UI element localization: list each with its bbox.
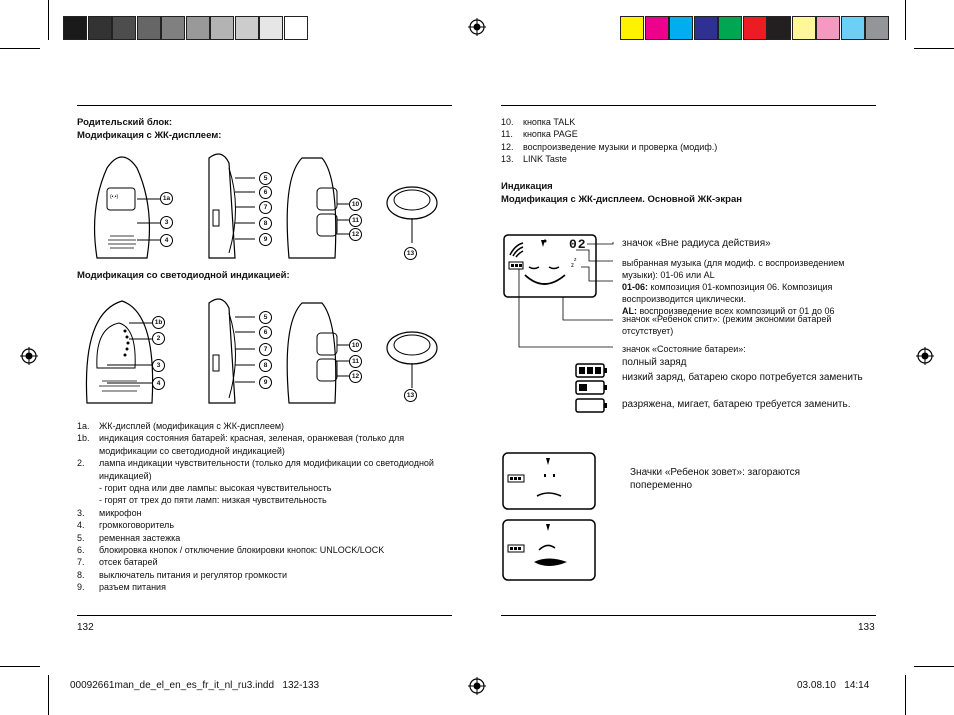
- crop-mark: [0, 48, 40, 49]
- list-item-text: LINK Taste: [523, 154, 567, 165]
- list-item-number: 2.: [77, 458, 85, 469]
- list-item: [501, 153, 876, 165]
- callout-1b: 1b: [152, 316, 165, 329]
- process-swatch: [865, 16, 889, 40]
- list-item-text: кнопка TALK: [523, 117, 576, 127]
- process-swatch: [718, 16, 742, 40]
- list-item-text: индикация состояния батарей: красная, зеленая, оранжевая (только для модификации со светодиодной индикацией): [99, 433, 405, 456]
- grayscale-swatch: [235, 16, 259, 40]
- callout-4: 4: [160, 234, 173, 247]
- crop-mark: [914, 666, 954, 667]
- heading-indication: Индикация: [501, 181, 553, 192]
- grayscale-swatch: [210, 16, 234, 40]
- list-item-text: ЖК-дисплей (модификация с ЖК-дисплеем): [99, 421, 285, 431]
- list-item: [77, 507, 452, 519]
- process-swatch: [645, 16, 669, 40]
- list-item-text: лампа индикации чувствительности (только для модификации со светодиодной индикацией): [99, 458, 434, 481]
- registration-mark-icon: [916, 347, 934, 365]
- footer-rule: [77, 615, 452, 616]
- list-item: [77, 569, 452, 581]
- list-item-number: 6.: [77, 545, 85, 556]
- parts-list-continued: [501, 116, 876, 166]
- callout-7: 7: [259, 201, 272, 214]
- crop-mark: [48, 675, 49, 715]
- callout-12: 12: [349, 228, 362, 241]
- page-number-right: 133: [858, 622, 875, 633]
- annotation-music: [622, 257, 872, 317]
- callout-6: 6: [259, 186, 272, 199]
- grayscale-swatch: [137, 16, 161, 40]
- grayscale-swatch: [161, 16, 185, 40]
- heading-parent-unit: Родительский блок:: [77, 117, 173, 128]
- process-swatch: [743, 16, 767, 40]
- header-rule: [501, 105, 876, 106]
- parts-list: [77, 420, 452, 594]
- grayscale-swatch: [88, 16, 112, 40]
- list-item-number: 7.: [77, 557, 85, 568]
- registration-mark-icon: [468, 677, 486, 695]
- list-item-text: отсек батарей: [99, 557, 158, 568]
- grayscale-swatch: [259, 16, 283, 40]
- callout-5: 5: [259, 311, 272, 324]
- registration-mark-icon: [468, 18, 486, 36]
- heading-led-model: Модификация со светодиодной индикацией:: [77, 270, 290, 281]
- crop-mark: [905, 0, 906, 40]
- list-item-text: выключатель питания и регулятор громкости: [99, 569, 288, 580]
- callout-2: 2: [152, 332, 165, 345]
- process-swatch: [841, 16, 865, 40]
- annotation-music-text: выбранная музыка (для модиф. с воспроизведением музыки): 01-06 или AL: [622, 258, 845, 280]
- callout-11: 11: [349, 214, 362, 227]
- callout-11: 11: [349, 355, 362, 368]
- list-item: [77, 581, 452, 593]
- process-swatch: [694, 16, 718, 40]
- grayscale-swatch: [186, 16, 210, 40]
- annotation-baby-calling: Значки «Ребенок зовет»: загораются попеременно: [630, 467, 801, 491]
- footer-rule: [501, 615, 876, 616]
- list-item-number: 3.: [77, 507, 85, 518]
- callout-10: 10: [349, 339, 362, 352]
- crop-mark: [0, 666, 40, 667]
- callout-10: 10: [349, 198, 362, 211]
- heading-lcd-model: Модификация с ЖК-дисплеем:: [77, 130, 222, 141]
- file-slug: 00092661man_de_el_en_es_fr_it_nl_ru3.indd 132-133: [70, 680, 320, 691]
- callout-7: 7: [259, 343, 272, 356]
- crop-mark: [48, 0, 49, 40]
- label-01-06: 01-06:: [622, 282, 649, 292]
- list-item-text: ременная застежка: [99, 532, 181, 543]
- list-item-text: кнопка PAGE: [523, 129, 578, 140]
- annotation-out-of-range: значок «Вне радиуса действия»: [622, 238, 771, 249]
- heading-lcd-main: Модификация с ЖК-дисплеем. Основной ЖК-экран: [501, 194, 742, 205]
- list-item-text: громкоговоритель: [99, 520, 175, 531]
- callout-5: 5: [259, 172, 272, 185]
- list-item: [77, 532, 452, 544]
- callout-13: 13: [404, 247, 417, 260]
- crop-mark: [914, 48, 954, 49]
- callout-8: 8: [259, 217, 272, 230]
- list-item-text: микрофон: [99, 507, 142, 518]
- process-swatch: [669, 16, 693, 40]
- callout-9: 9: [259, 233, 272, 246]
- list-item: [77, 432, 452, 457]
- list-item: [77, 420, 452, 432]
- header-rule: [77, 105, 452, 106]
- list-item: [77, 494, 452, 506]
- list-item-number: 5.: [77, 532, 85, 543]
- indication-headings: [501, 180, 876, 206]
- print-date: 03.08.10 14:14: [797, 680, 870, 691]
- callout-1a: 1a: [160, 192, 173, 205]
- process-swatch: [767, 16, 791, 40]
- battery-full-label: полный заряд: [622, 357, 687, 368]
- list-item-text: разъем питания: [99, 582, 166, 593]
- callout-3: 3: [160, 216, 173, 229]
- list-item-text: воспроизведение музыки и проверка (модиф.): [523, 141, 718, 152]
- list-item: [77, 519, 452, 531]
- process-swatch: [620, 16, 644, 40]
- battery-empty-label: разряжена, мигает, батарею требуется заменить.: [622, 399, 851, 410]
- callout-4: 4: [152, 377, 165, 390]
- callout-3: 3: [152, 359, 165, 372]
- label-al: AL:: [622, 306, 637, 316]
- list-item-number: 12.: [501, 141, 514, 152]
- process-swatch: [816, 16, 840, 40]
- callout-6: 6: [259, 326, 272, 339]
- list-item: [77, 482, 452, 494]
- list-item-number: 4.: [77, 520, 85, 531]
- annotation-01-06: [622, 281, 872, 305]
- list-item-text: - горит одна или две лампы: высокая чувствительность: [99, 483, 332, 494]
- grayscale-swatch: [112, 16, 136, 40]
- text-al: воспроизведение всех композиций от 01 до 06: [637, 306, 835, 316]
- baby-calling-figure: [501, 450, 601, 582]
- list-item-text: - горят от трех до пяти ламп: низкая чувствительность: [99, 495, 327, 506]
- lcd-digits-readout: 02: [569, 237, 587, 252]
- list-item: [501, 116, 876, 128]
- callout-9: 9: [259, 376, 272, 389]
- list-item: [77, 556, 452, 568]
- registration-mark-icon: [20, 347, 38, 365]
- annotation-battery-status: значок «Состояние батареи»:: [622, 344, 746, 354]
- crop-mark: [905, 675, 906, 715]
- grayscale-swatch: [63, 16, 87, 40]
- list-item-number: 9.: [77, 582, 85, 593]
- list-item-number: 13.: [501, 154, 514, 165]
- process-swatch: [792, 16, 816, 40]
- callout-8: 8: [259, 359, 272, 372]
- svg-text:z: z: [571, 263, 574, 269]
- callout-12: 12: [349, 370, 362, 383]
- list-item-number: 11.: [501, 129, 513, 140]
- annotation-baby-asleep: значок «Ребенок спит»: (режим экономии батарей отсутствует): [622, 314, 832, 336]
- svg-text:z: z: [574, 257, 577, 263]
- svg-text:(•.•): (•.•): [110, 194, 119, 200]
- callout-13: 13: [404, 389, 417, 402]
- list-item: [501, 141, 876, 153]
- list-item-number: 1a.: [77, 421, 90, 431]
- list-item: [501, 128, 876, 140]
- text-01-06: композиция 01-композиция 06. Композиция воспроизводится циклически.: [622, 282, 833, 304]
- list-item-number: 10.: [501, 117, 514, 127]
- grayscale-swatch: [284, 16, 308, 40]
- battery-low-label: низкий заряд, батарею скоро потребуется заменить: [622, 372, 863, 383]
- list-item-number: 8.: [77, 569, 85, 580]
- list-item: [77, 544, 452, 556]
- page-number-left: 132: [77, 622, 94, 633]
- list-item-text: блокировка кнопок / отключение блокировки кнопок: UNLOCK/LOCK: [99, 545, 385, 556]
- list-item: [77, 457, 452, 482]
- list-item-number: 1b.: [77, 433, 90, 444]
- left-headings: [77, 116, 452, 142]
